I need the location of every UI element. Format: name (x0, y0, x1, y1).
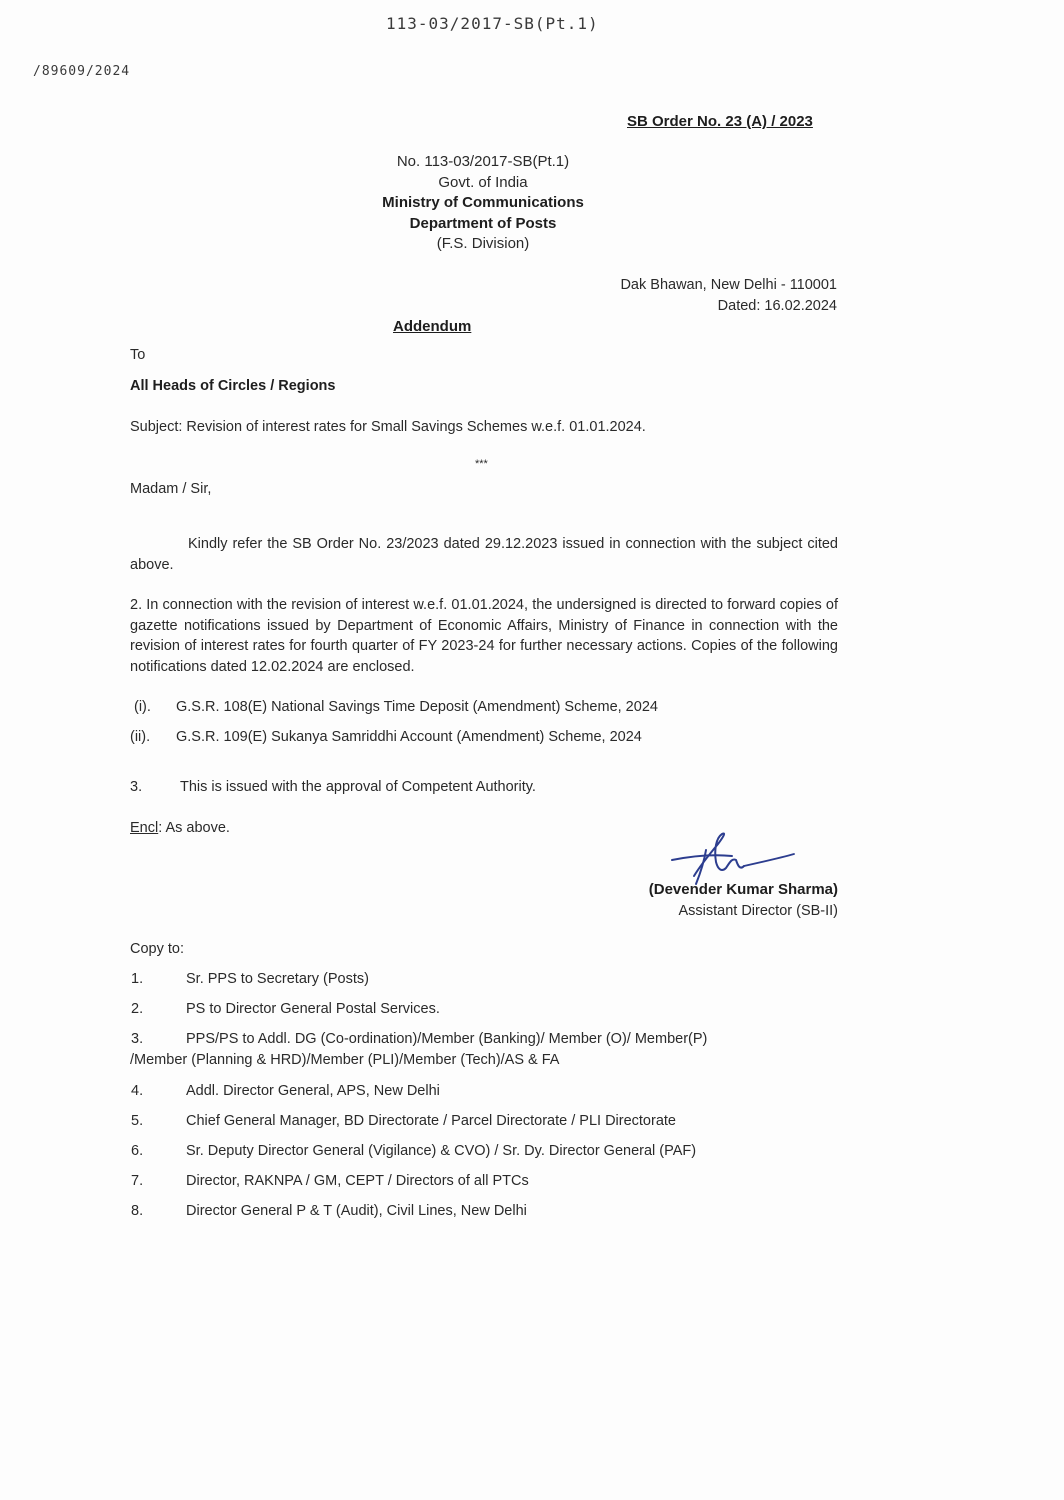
date: Dated: 16.02.2024 (717, 298, 837, 314)
copy-to-text: Sr. Deputy Director General (Vigilance) & CVO) / Sr. Dy. Director General (PAF) (186, 1143, 697, 1159)
copy-to-text: Sr. PPS to Secretary (Posts) (186, 971, 369, 987)
enclosure (130, 820, 230, 836)
place: Dak Bhawan, New Delhi - 110001 (620, 277, 837, 293)
list-item-number: (i). (134, 699, 151, 715)
ministry-name: Ministry of Communications (382, 194, 584, 211)
list-item-text: G.S.R. 109(E) Sukanya Samriddhi Account (Amendment) Scheme, 2024 (176, 729, 642, 745)
subject-line: Subject: Revision of interest rates for Small Savings Schemes w.e.f. 01.01.2024. (130, 419, 646, 435)
paragraph-1: Kindly refer the SB Order No. 23/2023 dated 29.12.2023 issued in connection with the subject cited above. (130, 536, 838, 573)
list-item-number: (ii). (130, 729, 151, 745)
govt-label: Govt. of India (438, 173, 528, 191)
signatory-designation: Assistant Director (SB-II) (678, 903, 838, 919)
to-label: To (130, 347, 146, 363)
copy-to-number: 2. (131, 1001, 144, 1017)
file-reference-top: 113-03/2017-SB(Pt.1) (386, 14, 599, 33)
department-name: Department of Posts (409, 214, 557, 232)
enclosure-label: Encl (130, 820, 159, 836)
separator: *** (475, 458, 488, 470)
order-title: SB Order No. 23 (A) / 2023 (627, 113, 813, 130)
document-type: Addendum (393, 318, 472, 335)
copy-to-text: Director General P & T (Audit), Civil Lines, New Delhi (186, 1203, 527, 1219)
copy-to-number: 3. (131, 1031, 144, 1047)
signatory-name: (Devender Kumar Sharma) (648, 881, 838, 898)
copy-to-number: 7. (131, 1173, 144, 1189)
file-number: No. 113-03/2017-SB(Pt.1) (396, 153, 570, 170)
copy-to-number: 6. (131, 1143, 144, 1159)
paragraph-3-number: 3. (130, 779, 143, 795)
paragraph-3-text: This is issued with the approval of Competent Authority. (180, 779, 536, 795)
copy-to-number: 1. (131, 971, 144, 987)
copy-to-label: Copy to: (130, 941, 184, 957)
copy-to-text: Director, RAKNPA / GM, CEPT / Directors of all PTCs (186, 1173, 529, 1189)
copy-to-number: 4. (131, 1083, 144, 1099)
copy-to-text: Addl. Director General, APS, New Delhi (186, 1083, 440, 1099)
paragraph-2: 2. In connection with the revision of interest w.e.f. 01.01.2024, the undersigned is directed to forward copies of gazette notifications issued by Department of Economic Affairs, Ministry of Finance in connection with the revision of interest rates for fourth quarter of FY 2023-24 for further necessary actions. Copies of the following notifications dated 12.02.2024 are enclosed. (130, 597, 838, 675)
division-name: (F.S. Division) (436, 235, 530, 252)
recipients: All Heads of Circles / Regions (130, 378, 336, 394)
enclosure-text: : As above. (158, 820, 230, 836)
receipt-number: /89609/2024 (33, 64, 131, 79)
list-item-text: G.S.R. 108(E) National Savings Time Deposit (Amendment) Scheme, 2024 (176, 699, 658, 715)
signature-scribble (632, 826, 802, 888)
copy-to-number: 8. (131, 1203, 144, 1219)
copy-to-text: PS to Director General Postal Services. (186, 1001, 440, 1017)
copy-to-text: Chief General Manager, BD Directorate / Parcel Directorate / PLI Directorate (186, 1113, 676, 1129)
copy-to-text-continued: /Member (Planning & HRD)/Member (PLI)/Member (Tech)/AS & FA (130, 1052, 560, 1068)
letterhead (330, 152, 636, 255)
salutation: Madam / Sir, (130, 481, 212, 497)
copy-to-number: 5. (131, 1113, 144, 1129)
copy-to-text: PPS/PS to Addl. DG (Co-ordination)/Member (Banking)/ Member (O)/ Member(P) (186, 1031, 708, 1047)
